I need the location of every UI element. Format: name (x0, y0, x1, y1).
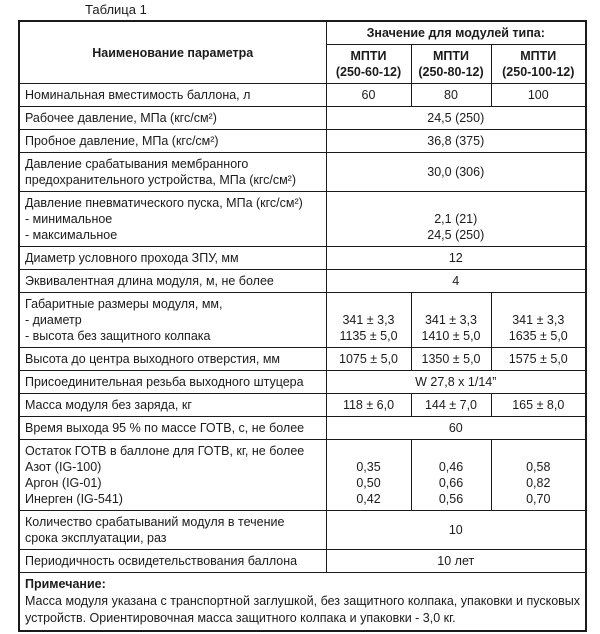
param-value-span: 2,1 (21) 24,5 (250) (326, 192, 586, 247)
note-row (19, 573, 586, 632)
param-label: Габаритные размеры модуля, мм, - диаметр - высота без защитного колпака (19, 293, 326, 348)
header-row-top (19, 21, 586, 45)
table-row (19, 270, 586, 293)
param-label: Остаток ГОТВ в баллоне для ГОТВ, кг, не более Азот (IG-100) Аргон (IG-01) Инерген (IG-541) (19, 440, 326, 511)
table-row (19, 247, 586, 270)
table-body (19, 84, 586, 573)
param-label: Время выхода 95 % по массе ГОТВ, с, не более (19, 417, 326, 440)
param-value-span: W 27,8 x 1/14” (326, 371, 586, 394)
param-value-span: 60 (326, 417, 586, 440)
table-row (19, 153, 586, 192)
param-value-span: 10 лет (326, 550, 586, 573)
param-value: 0,46 0,66 0,56 (411, 440, 491, 511)
note-cell (19, 573, 586, 632)
module-type-header: МПТИ (250-80-12) (411, 45, 491, 84)
note-title: Примечание: (25, 577, 106, 591)
param-value: 100 (491, 84, 586, 107)
param-value: 118 ± 6,0 (326, 394, 411, 417)
param-value: 1575 ± 5,0 (491, 348, 586, 371)
param-value-span: 24,5 (250) (326, 107, 586, 130)
table-row (19, 371, 586, 394)
param-value: 341 ± 3,3 1135 ± 5,0 (326, 293, 411, 348)
param-value: 144 ± 7,0 (411, 394, 491, 417)
param-value: 0,35 0,50 0,42 (326, 440, 411, 511)
module-type-header: МПТИ (250-60-12) (326, 45, 411, 84)
table-row (19, 130, 586, 153)
parameters-table (18, 20, 587, 632)
param-column-header: Наименование параметра (19, 21, 326, 84)
param-label: Рабочее давление, МПа (кгс/см²) (19, 107, 326, 130)
param-label: Давление срабатывания мембранного предохранительного устройства, МПа (кгс/см²) (19, 153, 326, 192)
param-value: 1075 ± 5,0 (326, 348, 411, 371)
param-label: Масса модуля без заряда, кг (19, 394, 326, 417)
param-label: Диаметр условного прохода ЗПУ, мм (19, 247, 326, 270)
param-value: 165 ± 8,0 (491, 394, 586, 417)
module-type-header: МПТИ (250-100-12) (491, 45, 586, 84)
param-value-span: 10 (326, 511, 586, 550)
param-label: Присоединительная резьба выходного штуцера (19, 371, 326, 394)
document-title: Таблица 1 (85, 2, 147, 17)
param-label: Давление пневматического пуска, МПа (кгс/см²) - минимальное - максимальное (19, 192, 326, 247)
param-value: 60 (326, 84, 411, 107)
table-row (19, 550, 586, 573)
values-group-header: Значение для модулей типа: (326, 21, 586, 45)
note-text: Масса модуля указана с транспортной заглушкой, без защитного колпака, упаковки и пусковых устройств. Ориентировочная масса защитного колпака и упаковки - 3,0 кг. (25, 594, 581, 625)
table-row (19, 511, 586, 550)
table-row (19, 84, 586, 107)
param-label: Количество срабатываний модуля в течение срока эксплуатации, раз (19, 511, 326, 550)
param-value-span: 30,0 (306) (326, 153, 586, 192)
param-label: Эквивалентная длина модуля, м, не более (19, 270, 326, 293)
param-value: 1350 ± 5,0 (411, 348, 491, 371)
param-label: Пробное давление, МПа (кгс/см²) (19, 130, 326, 153)
param-label: Периодичность освидетельствования баллона (19, 550, 326, 573)
param-value: 80 (411, 84, 491, 107)
param-value: 0,58 0,82 0,70 (491, 440, 586, 511)
table-row (19, 417, 586, 440)
param-value: 341 ± 3,3 1410 ± 5,0 (411, 293, 491, 348)
table-row (19, 192, 586, 247)
param-value-span: 36,8 (375) (326, 130, 586, 153)
param-value-span: 12 (326, 247, 586, 270)
table-row (19, 440, 586, 511)
table-row (19, 394, 586, 417)
param-label: Высота до центра выходного отверстия, мм (19, 348, 326, 371)
table-row (19, 348, 586, 371)
param-label: Номинальная вместимость баллона, л (19, 84, 326, 107)
table-row (19, 107, 586, 130)
param-value: 341 ± 3,3 1635 ± 5,0 (491, 293, 586, 348)
table-row (19, 293, 586, 348)
param-value-span: 4 (326, 270, 586, 293)
